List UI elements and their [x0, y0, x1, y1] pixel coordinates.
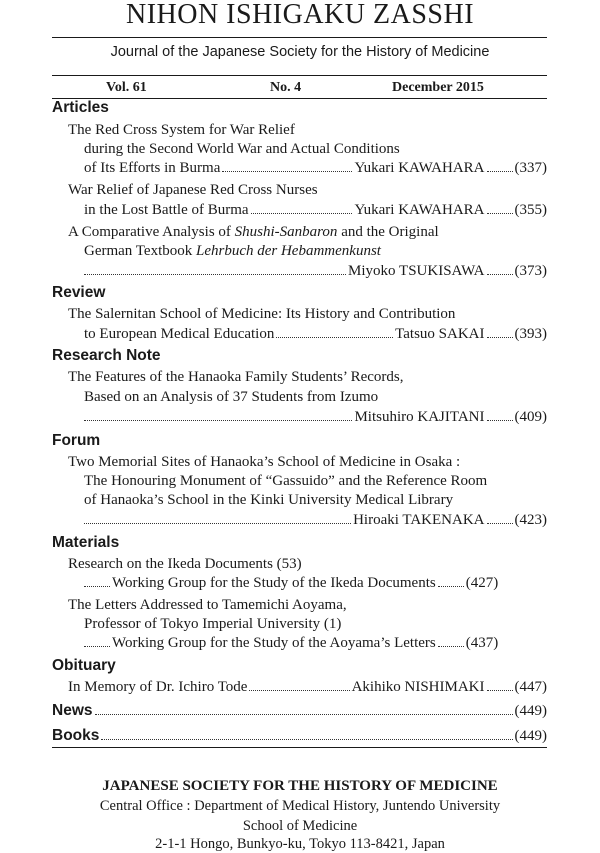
forum-1-entry: [84, 511, 547, 529]
review-1-page: (393): [514, 326, 547, 342]
article-1-title-line-3: of Its Efforts in Burma: [84, 160, 221, 176]
leader-dots: [84, 420, 352, 421]
article-3-title-part: and the Original: [337, 224, 439, 240]
materials-2-title-line-1: The Letters Addressed to Tamemichi Aoyama,: [68, 597, 347, 613]
materials-1-author: Working Group for the Study of the Ikeda Documents: [112, 575, 436, 591]
leader-dots: [276, 337, 393, 338]
leader-dots: [84, 523, 351, 524]
obituary-1-author: Akihiko NISHIMAKI: [351, 679, 485, 695]
materials-1-page: (427): [465, 575, 499, 591]
research-note-1-page: (409): [514, 409, 547, 425]
office-line-2: School of Medicine: [242, 818, 358, 834]
office-address: 2-1-1 Hongo, Bunkyo-ku, Tokyo 113-8421, Japan: [155, 836, 445, 852]
article-3-title-line-1: [68, 223, 600, 241]
news-page: (449): [514, 703, 547, 719]
forum-1-author: Hiroaki TAKENAKA: [353, 512, 485, 528]
obituary-1-title: In Memory of Dr. Ichiro Tode: [68, 679, 248, 695]
leader-dots: [95, 714, 513, 715]
office-line-1: Central Office : Department of Medical History, Juntendo University: [99, 798, 501, 814]
article-1-title-line-1: The Red Cross System for War Relief: [68, 122, 295, 138]
research-note-1-author: Mitsuhiro KAJITANI: [354, 409, 485, 425]
books-entry: [52, 727, 547, 745]
leader-dots: [487, 420, 513, 421]
leader-dots: [84, 274, 346, 275]
section-review: Review: [52, 284, 106, 301]
forum-1-page: (423): [514, 512, 547, 528]
section-research-note: Research Note: [52, 347, 161, 364]
leader-dots: [101, 739, 512, 740]
materials-2-page: (437): [465, 635, 499, 651]
issue-date: December 2015: [392, 80, 484, 95]
section-books: Books: [52, 727, 100, 744]
issue-top-rule: [52, 75, 547, 76]
section-materials: Materials: [52, 534, 120, 551]
news-entry: [52, 702, 547, 720]
article-3-author: Miyoko TSUKISAWA: [348, 263, 485, 279]
issue-bottom-rule: [52, 98, 547, 99]
forum-1-title-line-2: The Honouring Monument of “Gassuido” and the Reference Room: [84, 473, 488, 489]
review-1-entry: [84, 325, 547, 343]
leader-dots: [487, 523, 513, 524]
leader-dots: [487, 337, 513, 338]
forum-1-title-line-3: of Hanaoka’s School in the Kinki University Medical Library: [84, 492, 454, 508]
article-3-page: (373): [514, 263, 547, 279]
review-1-author: Tatsuo SAKAI: [395, 326, 485, 342]
research-note-1-title-line-2: Based on an Analysis of 37 Students from Izumo: [84, 389, 379, 405]
leader-dots: [487, 213, 513, 214]
article-1-entry: [84, 159, 547, 177]
research-note-1-entry: [84, 408, 547, 426]
forum-1-title-line-1: Two Memorial Sites of Hanaoka’s School of Medicine in Osaka :: [68, 454, 461, 470]
leader-dots: [249, 690, 349, 691]
article-2-title-line-2: in the Lost Battle of Burma: [84, 202, 249, 218]
article-1-page: (337): [514, 160, 547, 176]
leader-dots: [251, 213, 353, 214]
leader-dots: [84, 646, 110, 647]
obituary-1-entry: [68, 678, 547, 696]
article-1-title-line-2: during the Second World War and Actual Conditions: [84, 141, 400, 157]
materials-2-title-line-2: Professor of Tokyo Imperial University (1): [84, 616, 342, 632]
materials-1-title-line-1: Research on the Ikeda Documents (53): [68, 556, 302, 572]
materials-2-entry: [84, 634, 547, 652]
journal-title: NIHON ISHIGAKU ZASSHI: [125, 0, 475, 30]
books-page: (449): [514, 728, 547, 744]
leader-dots: [438, 586, 464, 587]
leader-dots: [84, 586, 110, 587]
article-1-author: Yukari KAWAHARA: [354, 160, 485, 176]
section-obituary: Obituary: [52, 657, 116, 674]
materials-1-entry: [84, 574, 547, 592]
leader-dots: [487, 690, 513, 691]
journal-subtitle: Journal of the Japanese Society for the History of Medicine: [110, 44, 490, 60]
leader-dots: [222, 171, 352, 172]
title-rule: [52, 37, 547, 38]
section-articles: Articles: [52, 99, 109, 116]
article-2-entry: [84, 201, 547, 219]
footer-rule: [52, 747, 547, 748]
volume: Vol. 61: [106, 80, 147, 95]
leader-dots: [438, 646, 464, 647]
obituary-1-page: (447): [514, 679, 547, 695]
article-3-title-part: German Textbook: [84, 243, 196, 259]
review-1-title-line-2: to European Medical Education: [84, 326, 275, 342]
article-3-title-italic: Lehrbuch der Hebammenkunst: [195, 243, 381, 259]
article-2-page: (355): [514, 202, 547, 218]
leader-dots: [487, 171, 513, 172]
section-news: News: [52, 702, 93, 719]
materials-2-author: Working Group for the Study of the Aoyama’s Letters: [112, 635, 436, 651]
research-note-1-title-line-1: The Features of the Hanaoka Family Students’ Records,: [68, 369, 404, 385]
article-3-entry: [84, 262, 547, 280]
issue-info: [52, 80, 547, 98]
society-name: JAPANESE SOCIETY FOR THE HISTORY OF MEDICINE: [102, 778, 498, 794]
review-1-title-line-1: The Salernitan School of Medicine: Its History and Contribution: [68, 306, 456, 322]
article-3-title-part: A Comparative Analysis of: [68, 224, 235, 240]
article-3-title-italic: Shushi-Sanbaron: [234, 224, 338, 240]
section-forum: Forum: [52, 432, 101, 449]
issue-number: No. 4: [270, 80, 302, 95]
leader-dots: [487, 274, 513, 275]
article-3-title-line-2: [84, 242, 600, 260]
article-2-author: Yukari KAWAHARA: [354, 202, 485, 218]
article-2-title-line-1: War Relief of Japanese Red Cross Nurses: [68, 182, 318, 198]
